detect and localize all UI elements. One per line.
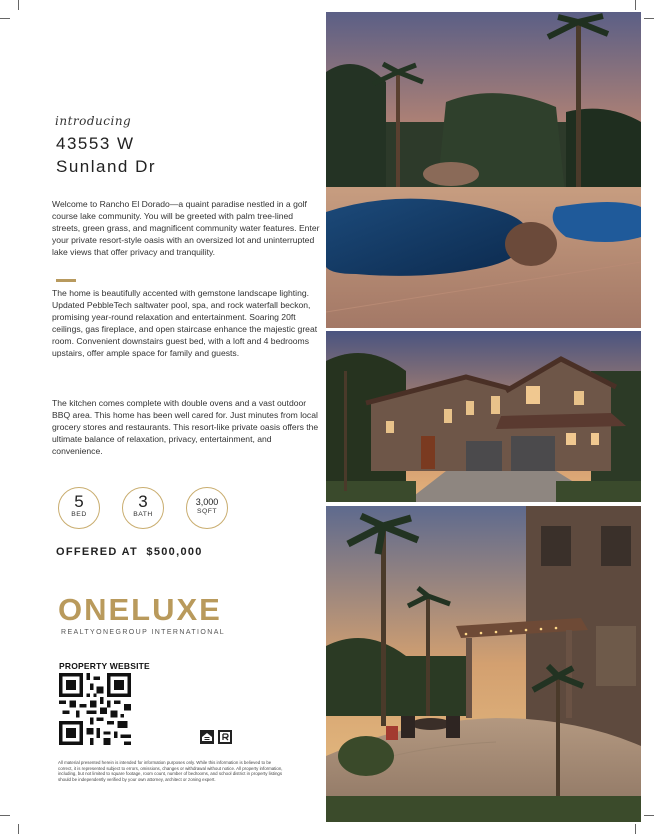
house-exterior-photo xyxy=(326,331,641,502)
patio-photo xyxy=(326,506,641,822)
bed-count-badge xyxy=(58,487,100,529)
stat-label: BATH xyxy=(133,511,153,518)
left-column xyxy=(50,0,320,834)
intro-script: introducing xyxy=(55,114,132,128)
description-paragraph: Welcome to Rancho El Dorado—a quaint paradise nestled in a golf course lake community. You will be greeted with palm tree-lined streets, green grass, and magnificent community water features. Enter your private resort-style oasis with an oversized lot and uninterrupted lake views that offer privacy and tranquility. xyxy=(52,199,320,257)
brand-logo: ONELUXE xyxy=(58,592,222,627)
stat-value: 3 xyxy=(138,492,148,511)
crop-mark xyxy=(0,18,10,19)
crop-mark xyxy=(644,815,654,816)
crop-mark xyxy=(635,824,636,834)
crop-mark xyxy=(18,824,19,834)
stat-label: SQFT xyxy=(196,508,218,515)
description-paragraph: The home is beautifully accented with gemstone landscape lighting. Updated PebbleTech saltwater pool, spa, and rock waterfall beckon, promising year-round relaxation and entertainment. Soaring 20ft ceilings, gas fireplace, and open staircase enhance the majestic great room. Convenient downstairs guest bed, with a loft and 4 bedrooms upstairs, offer ample space for family and guests. xyxy=(52,288,318,358)
address-line-1: 43553 W xyxy=(56,134,135,153)
gold-divider xyxy=(56,279,76,282)
description-paragraph: The kitchen comes complete with double ovens and a vast outdoor BBQ area. This home has been well cared for. Just minutes from local grocery stores and restaurants. This resort-like private oasis offers the ultimate balance of relaxation, privacy, entertainment, and convenience. xyxy=(52,398,319,456)
crop-mark xyxy=(18,0,19,10)
offer-price xyxy=(56,546,203,558)
stat-value: 5 xyxy=(74,492,84,511)
crop-mark xyxy=(0,815,10,816)
sqft-badge xyxy=(186,487,228,529)
crop-mark xyxy=(635,0,636,10)
property-address xyxy=(56,132,156,178)
equal-housing-icon xyxy=(200,730,214,744)
crop-mark xyxy=(644,18,654,19)
stat-value: 3,000 xyxy=(195,497,219,507)
disclaimer-text: All material presented herein is intended for information purposes only. While this information is believed to be correct, it is represented subject to errors, omissions, changes or withdrawal without notice. All property information, including, but not limited to square footage, room count, number of bedrooms, and school district in property listings should be independently verified by your own attorney, architect or zoning expert. xyxy=(58,760,283,782)
qr-code-icon[interactable] xyxy=(59,673,131,745)
brand-subtitle: REALTYONEGROUP INTERNATIONAL xyxy=(61,629,226,636)
offer-label: OFFERED AT xyxy=(56,546,139,558)
address-line-2: Sunland Dr xyxy=(56,157,157,176)
realtor-icon xyxy=(218,730,232,744)
property-website-label: PROPERTY WEBSITE xyxy=(59,661,150,671)
stat-label: BED xyxy=(71,511,87,518)
pool-photo xyxy=(326,12,641,328)
bath-count-badge xyxy=(122,487,164,529)
price-value: $500,000 xyxy=(146,546,203,558)
